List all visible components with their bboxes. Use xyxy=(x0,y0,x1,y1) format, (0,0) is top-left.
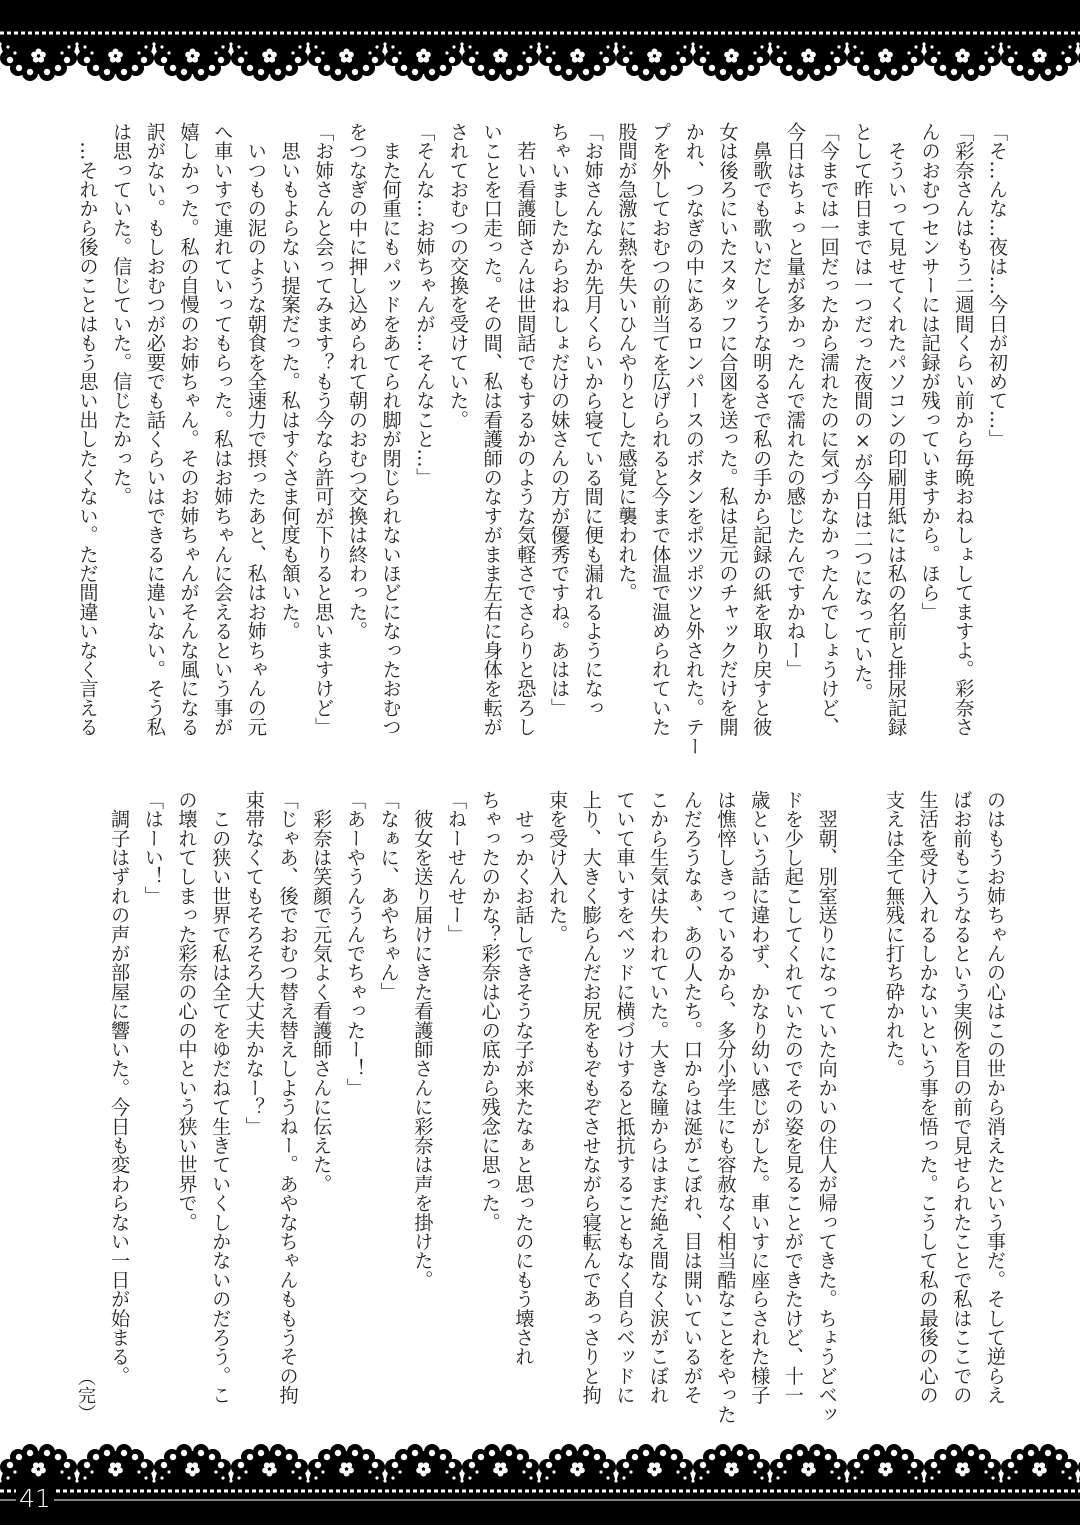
text-line: 彩奈は笑顔で元気よく看護師さんに伝えた。 xyxy=(310,790,334,1194)
text-line: んのおむつセンサーには記録が残っていますから。ほら」 xyxy=(918,122,942,622)
text-line: ちゃったのかな？彩奈は心の底から残念に思った。 xyxy=(478,790,502,1232)
text-line: こから生気は失われていた。大きな瞳からはまだ絶え間なく涙がこぼれ xyxy=(647,790,671,1405)
text-line: そういって見せてくれたパソコンの印刷用紙には私の名前と排尿記録 xyxy=(884,122,908,737)
text-line: の壊れてしまった彩奈の心の中という狭い世界で。 xyxy=(175,790,199,1232)
text-line: 「お姉さんと会ってみます？もう今なら許可が下りると思いますけど」 xyxy=(312,122,336,737)
text-line: へ車いすで連れていってもらった。私はお姉ちゃんに会えるという事が xyxy=(211,122,235,737)
text-line: いつもの泥のような朝食を全速力で摂ったあと、私はお姉ちゃんの元 xyxy=(244,122,268,737)
text-line: は憔悴しきっているから、多分小学生にも容赦なく相当酷なことをやった xyxy=(714,790,738,1424)
text-line: 「今までは一回だったから濡れたのに気づかなかったんでしょうけど、 xyxy=(817,122,841,737)
text-line: 鼻歌でも歌いだしそうな明るさで私の手から記録の紙を取り戻すと彼 xyxy=(750,122,774,737)
text-line: 「彩奈さんはもう二週間くらい前から毎晩おねしょしてますよ。彩奈さ xyxy=(952,122,976,737)
lace-pattern xyxy=(0,1435,1080,1525)
text-line: プを外しておむつの前当てを広げられると今まで体温で温められていた xyxy=(649,122,673,737)
end-mark: （完） xyxy=(75,1368,96,1422)
text-line: ドを少し起こしてくれていたのでその姿を見ることができたけど、十一 xyxy=(781,790,805,1405)
text-line: をつなぎの中に押し込められて朝のおむつ交換は終わった。 xyxy=(345,122,369,641)
text-line: …それから後のことはもう思い出したくない。ただ間違いなく言える xyxy=(76,122,100,737)
text-line: かれ、つなぎの中にあるロンパースのボタンをポツポツと外された。テー xyxy=(682,122,706,756)
text-line: 「お姉さんなんか先月くらいから寝ている間に便も漏れるようになっ xyxy=(581,122,605,718)
text-line: のはもうお姉ちゃんの心はこの世から消えたという事だ。そして逆らえ xyxy=(984,790,1007,1405)
text-line: 「なぁに、あやちゃん」 xyxy=(377,790,401,1002)
text-line: 彼女を送り届けにきた看護師さんに彩奈は声を掛けた。 xyxy=(411,790,435,1290)
section-break xyxy=(844,790,878,1410)
text-line: 調子はずれの声が部屋に響いた。今日も変わらない一日が始まる。 xyxy=(108,790,132,1386)
page-number: 41 xyxy=(16,1484,54,1514)
text-line: 束帯なくてもそろそろ大丈夫かなー？」 xyxy=(242,790,266,1136)
text-line: 今日はちょっと量が多かったんで濡れたの感じたんですかねー」 xyxy=(783,122,807,679)
text-line: 上り、大きく膨らんだお尻をもぞもぞさせながら寝転んであっさりと拘 xyxy=(579,790,603,1405)
lace-pattern xyxy=(0,0,1080,90)
text-line: 女は後ろにいたスタッフに合図を送った。私は足元のチャックだけを開 xyxy=(716,122,740,737)
text-line: また何重にもパッドをあてられ脚が閉じられないほどになったおむつ xyxy=(379,122,403,737)
text-line: 「はーい！」 xyxy=(141,790,165,906)
text-line: されておむつの交換を受けていた。 xyxy=(447,122,470,430)
text-line: 「そんな…お姉ちゃんが…そんなこと…」 xyxy=(413,122,437,487)
text-line: いことを口走った。その間、私は看護師のなすがまま左右に身体を転が xyxy=(480,122,504,737)
text-line: 歳という話に違わず、かなり幼い感じがした。車いすに座らされた様子 xyxy=(748,790,772,1405)
text-line: 「そ…んな…夜は…今日が初めて…」 xyxy=(986,122,1009,449)
text-line: んだろうなぁ、あの人たち。口からは涎がこぼれ、目は開いているがそ xyxy=(680,790,704,1405)
lower-text-block xyxy=(102,790,1012,1424)
text-line: せっかくお話しできそうな子が来たなぁと思ったのにもう壊され xyxy=(512,790,536,1366)
text-line: 「ねーせんせー」 xyxy=(445,790,468,944)
lace-border-bottom xyxy=(0,1435,1080,1525)
text-line: 若い看護師さんは世間話でもするかのような気軽さでさらりと恐ろし xyxy=(514,122,538,737)
text-line: として昨日までは一つだった夜間の×が今日は二つになっていた。 xyxy=(851,122,875,702)
text-line: 翌朝、別室送りになっていた向かいの住人が帰ってきた。ちょうどベッ xyxy=(815,790,839,1424)
text-line: ちゃいましたからおねしょだけの妹さんの方が優秀ですね。あはは」 xyxy=(548,122,572,718)
text-line: 「あーやうんうんでちゃったー！」 xyxy=(343,790,367,1098)
text-line: ていて車いすをベッドに横づけすると抵抗することもなく自らベッドに xyxy=(613,790,637,1405)
text-line: 束を受け入れた。 xyxy=(546,790,570,944)
text-line: この狭い世界で私は全てをゆだねて生きていくしかないのだろう。こ xyxy=(209,790,233,1405)
text-line: ばお前もこうなるという実例を目の前で見せられたことで私はここでの xyxy=(950,790,974,1405)
text-line: 「じゃあ、後でおむつ替え替えしようねー。あやなちゃんももうその拘 xyxy=(276,790,300,1405)
text-line: 支えは全て無残に打ち砕かれた。 xyxy=(882,790,906,1078)
text-line: 生活を受け入れるしかないという事を悟った。こうして私の最後の心の xyxy=(916,790,940,1405)
text-line: 股間が急激に熱を失いひんやりとした感覚に襲われた。 xyxy=(615,122,639,602)
text-line: 思いもよらない提案だった。私はすぐさま何度も頷いた。 xyxy=(278,122,302,641)
upper-text-block xyxy=(71,122,1014,756)
lace-border-top xyxy=(0,0,1080,90)
text-line: は思っていた。信じていた。信じたかった。 xyxy=(110,122,134,506)
text-line: 訳がない。もしおむつが必要でも話くらいはできるに違いない。そう私 xyxy=(143,122,167,737)
text-line: 嬉しかった。私の自慢のお姉ちゃん。そのお姉ちゃんがそんな風になる xyxy=(177,122,201,737)
